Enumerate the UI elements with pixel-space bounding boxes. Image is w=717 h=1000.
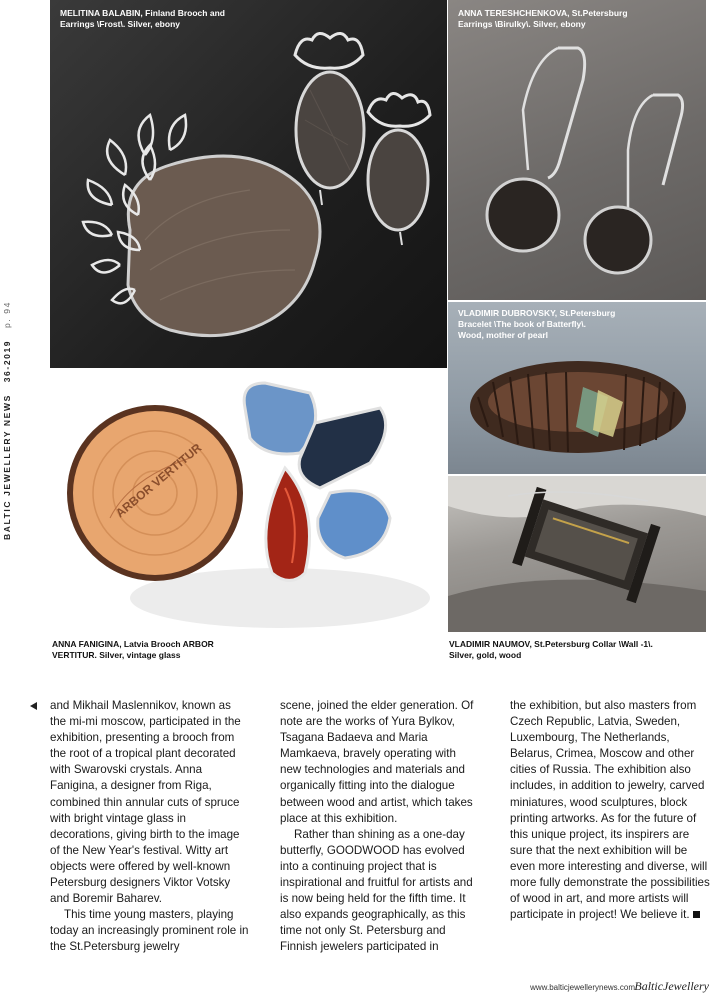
- naumov-caption-line2: Silver, gold, wood: [449, 650, 522, 660]
- dubrovsky-caption-line2: Bracelet \The book of Batterfly\.: [458, 319, 586, 329]
- publication-name: BALTIC JEWELLERY NEWS: [2, 394, 12, 540]
- footer-logo: BalticJewellery: [634, 979, 709, 993]
- col3-paragraph-1: [510, 698, 710, 923]
- fanigina-caption-line1: ANNA FANIGINA, Latvia Brooch ARBOR: [52, 639, 214, 649]
- tereshchenkova-earrings-illustration: [448, 0, 706, 300]
- photo-fanigina-brooch: [50, 368, 447, 636]
- fanigina-caption: [52, 639, 252, 661]
- photo-dubrovsky-bracelet: [448, 302, 706, 474]
- dubrovsky-caption: [458, 308, 698, 341]
- dubrovsky-caption-line3: Wood, mother of pearl: [458, 330, 549, 340]
- naumov-caption-line1: VLADIMIR NAUMOV, St.Petersburg Collar \Wall -1\.: [449, 639, 653, 649]
- footer-website-link[interactable]: www.balticjewellerynews.com: [530, 983, 635, 992]
- issue-number: 36-2019: [2, 339, 12, 383]
- fanigina-caption-line2: VERTITUR. Silver, vintage glass: [52, 650, 181, 660]
- article-column-1: [50, 698, 250, 956]
- photo-naumov-collar: [448, 476, 706, 632]
- col2-paragraph-1: scene, joined the elder generation. Of note are the works of Yura Bylkov, Tsagana Badaeva and Maria Mamkaeva, bravely operating with new technologies and materials and organically fitting into the dialogue between wood and artist, which takes place at this exhibition.: [280, 699, 474, 825]
- photo-balabin-brooch: [50, 0, 447, 368]
- balabin-jewelry-illustration: [50, 0, 447, 368]
- balabin-caption-line2: Earrings \Frost\. Silver, ebony: [60, 19, 180, 29]
- fanigina-brooch-illustration: [50, 368, 447, 636]
- col1-paragraph-2: This time young masters, playing today an increasingly prominent role in the St.Petersburg jewelry: [50, 908, 249, 954]
- end-of-article-mark: [693, 911, 700, 918]
- tereshchenkova-caption-line1: ANNA TERESHCHENKOVA, St.Petersburg: [458, 8, 628, 18]
- article-column-2: [280, 698, 480, 956]
- naumov-caption: [449, 639, 709, 661]
- article-column-3: [510, 698, 710, 923]
- dubrovsky-caption-line1: VLADIMIR DUBROVSKY, St.Petersburg: [458, 308, 616, 318]
- balabin-caption: [60, 8, 360, 30]
- photo-tereshchenkova-earrings: [448, 0, 706, 300]
- continuation-arrow-icon: [30, 702, 37, 710]
- page-number: p. 94: [2, 301, 12, 328]
- balabin-caption-line1: MELITINA BALABIN, Finland Brooch and: [60, 8, 225, 18]
- col1-paragraph-1: and Mikhail Maslennikov, known as the mi-mi moscow, participated in the exhibition, presenting a brooch from the root of a tropical plant decorated with Swarovski crystals. Anna Fanigina, a designer from Riga, combined thin annular cuts of spruce with bright vintage glass in decorations, giving birth to the image of the New Year's festival. Witty art objects were offered by well-known Petersburg designers Viktor Votsky and Boremir Baharev.: [50, 699, 241, 906]
- col3-paragraph-1-text: the exhibition, but also masters from Czech Republic, Latvia, Sweden, Luxembourg, The Netherlands, Belarus, Crimea, Moscow and other cities of Russia. The exhibition also includes, in addition to jewelry, carved miniatures, wood sculptures, block printing artworks. As for the future of this unique project, its inspirers are sure that the next exhibition will be even more interesting and diverse, will more fully demonstrate the possibilities of wood in art, and more artists will participate in project! We believe it.: [510, 699, 710, 922]
- tereshchenkova-caption-line2: Earrings \Birulky\. Silver, ebony: [458, 19, 586, 29]
- naumov-collar-illustration: [448, 476, 706, 632]
- col2-paragraph-2: Rather than shining as a one-day butterfly, GOODWOOD has evolved into a continuing project that is inspirational and fruitful for artists and is now being held for the fifth time. It also expands geographically, as this time not only St. Petersburg and Finnish jewelers participated in: [280, 827, 473, 954]
- issue-sidebar: [2, 240, 14, 540]
- arbor-vertitur-engraving: ARBOR VERTITUR: [112, 440, 205, 521]
- tereshchenkova-caption: [458, 8, 698, 30]
